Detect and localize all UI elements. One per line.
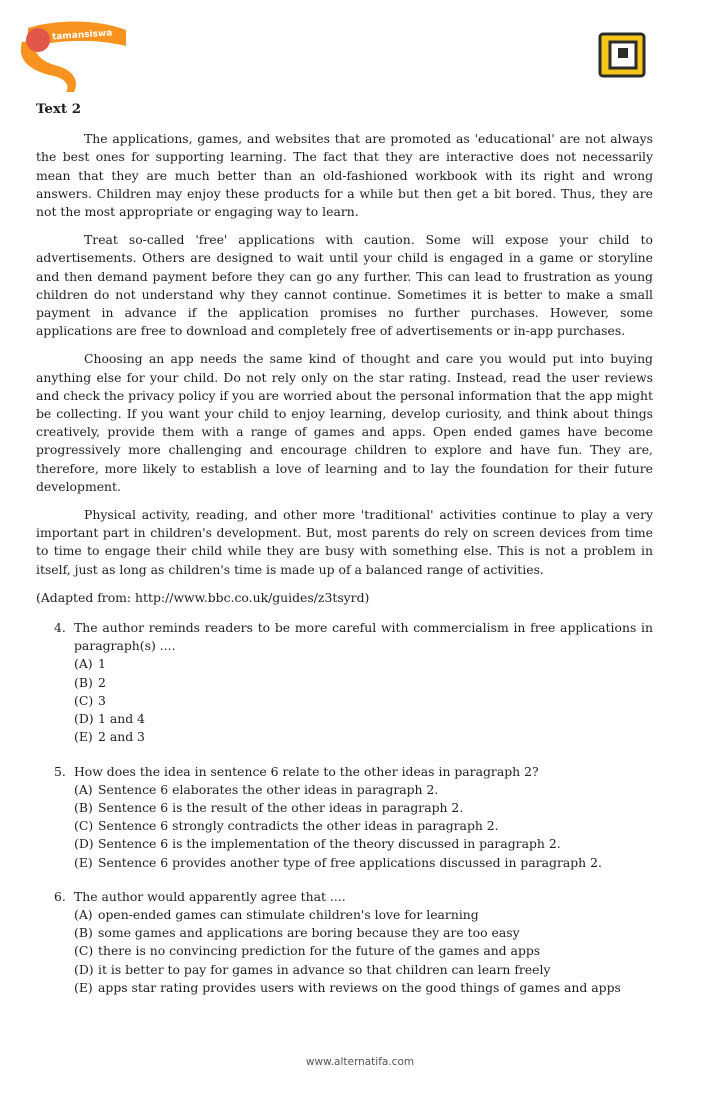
logo-text: tamansiswa <box>51 28 113 43</box>
option-list <box>74 906 653 997</box>
option-letter: (E) <box>74 854 93 870</box>
option-text: it is better to pay for games in advance so that children can learn freely <box>98 961 551 977</box>
option-letter: (B) <box>74 674 93 690</box>
option-text: Sentence 6 provides another type of free applications discussed in paragraph 2. <box>98 854 602 870</box>
option-text: apps star rating provides users with reviews on the good things of games and apps <box>98 979 621 995</box>
paragraph-4: Physical activity, reading, and other more 'traditional' activities continue to play a very important part in children's development. But, most parents do rely on screen devices from time to time to engage their child while they are busy with something else. This is not a problem in itself, just as long as children's time is made up of a balanced range of activities. <box>36 507 653 577</box>
option-letter: (C) <box>74 692 94 708</box>
option-c[interactable] <box>74 817 653 835</box>
option-text: Sentence 6 strongly contradicts the other ideas in paragraph 2. <box>98 818 499 834</box>
question-6 <box>36 888 653 997</box>
option-b[interactable] <box>74 799 653 817</box>
option-letter: (D) <box>74 836 94 852</box>
option-list <box>74 781 653 872</box>
option-b[interactable] <box>74 924 653 942</box>
option-c[interactable] <box>74 692 653 710</box>
option-e[interactable] <box>74 854 653 872</box>
option-text: some games and applications are boring because they are too easy <box>98 925 520 941</box>
option-text: 2 and 3 <box>98 729 145 745</box>
option-c[interactable] <box>74 942 653 960</box>
option-text: there is no convincing prediction for the future of the games and apps <box>98 943 541 959</box>
option-letter: (B) <box>74 925 93 941</box>
option-text: Sentence 6 is the result of the other ideas in paragraph 2. <box>98 799 464 815</box>
option-letter: (C) <box>74 943 94 959</box>
question-list <box>36 619 653 997</box>
logo-graphic <box>14 14 134 92</box>
question-number: 4. <box>54 620 66 636</box>
option-text: 3 <box>98 692 106 708</box>
option-text: 1 <box>98 656 106 672</box>
option-text: Sentence 6 elaborates the other ideas in paragraph 2. <box>98 781 439 797</box>
paragraph-1: The applications, games, and websites that are promoted as 'educational' are not always the best ones for supporting learning. The fact that they are interactive does not necessarily mean that they are much better than an old-fashioned workbook with its right and wrong answers. Children may enjoy these products for a while but then get a bit bored. Thus, they are not the most appropriate or engaging way to learn. <box>36 131 653 220</box>
option-letter: (A) <box>74 656 93 672</box>
option-letter: (D) <box>74 961 94 977</box>
question-number: 5. <box>54 763 66 779</box>
paragraph-2: Treat so-called 'free' applications with caution. Some will expose your child to advertisements. Others are designed to wait until your child is engaged in a game or storyline and then demand payment before they can go any further. This can lead to frustration as young children do not understand why they cannot continue. Sometimes it is better to make a small payment in advance if the application promises no further purchases. However, some applications are free to download and completely free of advertisements or in-app purchases. <box>36 232 653 339</box>
question-stem: How does the idea in sentence 6 relate to the other ideas in paragraph 2? <box>74 763 539 779</box>
option-d[interactable] <box>74 710 653 728</box>
option-e[interactable] <box>74 728 653 746</box>
option-letter: (D) <box>74 711 94 727</box>
option-letter: (E) <box>74 729 93 745</box>
option-letter: (A) <box>74 781 93 797</box>
footer-url[interactable]: www.alternatifa.com <box>305 1056 415 1068</box>
option-text: Sentence 6 is the implementation of the theory discussed in paragraph 2. <box>98 836 561 852</box>
reading-passage <box>36 100 653 1013</box>
option-letter: (A) <box>74 906 93 922</box>
option-letter: (E) <box>74 979 93 995</box>
option-text: 1 and 4 <box>98 711 145 727</box>
question-4 <box>36 619 653 746</box>
option-letter: (B) <box>74 799 93 815</box>
question-number: 6. <box>54 888 66 904</box>
option-a[interactable] <box>74 655 653 673</box>
paragraph-3: Choosing an app needs the same kind of thought and care you would put into buying anything else for your child. Do not rely only on the star rating. Instead, read the user reviews and check the privacy policy if you are worried about the personal information that the app might be collecting. If you want your child to enjoy learning, develop curiosity, and think about things creatively, provide them with a range of games and apps. Open ended games have become progressively more challenging and encourage children to explore and have fun. They are, therefore, more likely to establish a love of learning and to lay the foundation for their future development. <box>36 351 653 494</box>
question-stem: The author would apparently agree that .... <box>74 888 346 904</box>
option-a[interactable] <box>74 781 653 799</box>
tamansiswa-logo <box>14 14 134 92</box>
option-text: open-ended games can stimulate children's love for learning <box>98 906 479 922</box>
option-text: 2 <box>98 674 106 690</box>
section-title: Text 2 <box>36 101 82 117</box>
option-d[interactable] <box>74 835 653 853</box>
option-e[interactable] <box>74 979 653 997</box>
question-5 <box>36 763 653 872</box>
document-icon <box>598 32 646 78</box>
option-b[interactable] <box>74 674 653 692</box>
option-letter: (C) <box>74 818 94 834</box>
question-stem: The author reminds readers to be more careful with commercialism in free applications in paragraph(s) .... <box>74 620 653 654</box>
option-list <box>74 655 653 746</box>
option-d[interactable] <box>74 961 653 979</box>
option-a[interactable] <box>74 906 653 924</box>
source-citation: (Adapted from: http://www.bbc.co.uk/guides/z3tsyrd) <box>36 589 370 605</box>
